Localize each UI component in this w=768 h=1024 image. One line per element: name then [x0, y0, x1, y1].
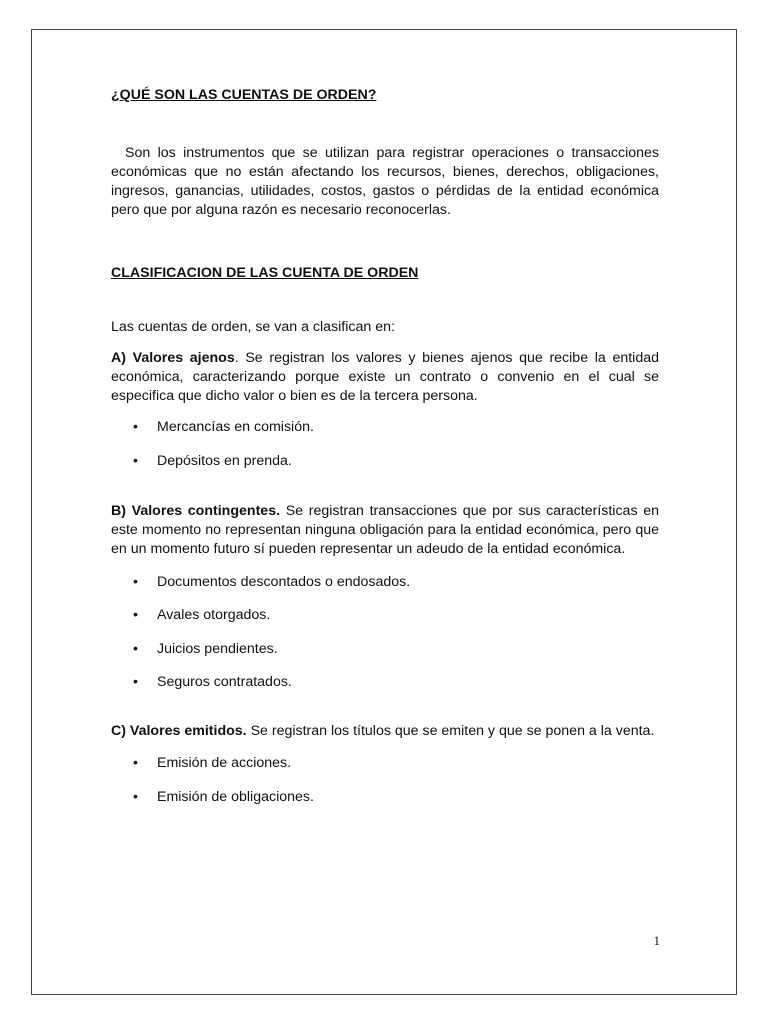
bullet-icon: •: [133, 573, 138, 590]
document-page: [31, 29, 737, 995]
bullet-icon: •: [133, 607, 138, 623]
bullet-icon: •: [133, 755, 138, 771]
list-item-text: Juicios pendientes.: [157, 640, 278, 657]
list-item: [111, 754, 659, 773]
section-c-list: [111, 754, 659, 807]
list-item: [111, 673, 659, 692]
list-item: [111, 452, 659, 471]
list-item: [111, 573, 659, 592]
classification-heading: CLASIFICACION DE LAS CUENTA DE ORDEN: [111, 265, 419, 281]
page-title: ¿QUÉ SON LAS CUENTAS DE ORDEN?: [111, 87, 377, 103]
section-b-text: Se registran transacciones que por sus características en este momento no representan ninguna obligación para la entidad económica, pero que en un momento futuro sí pueden representar un adeudo de la entidad económica.: [111, 502, 659, 557]
intro-paragraph: Son los instrumentos que se utilizan para registrar operaciones o transacciones económicas que no están afectando los recursos, bienes, derechos, obligaciones, ingresos, ganancias, utilidades, costos, gastos o pérdidas de la entidad económica pero que por alguna razón es necesario reconocerlas.: [111, 145, 659, 218]
list-item-text: Depósitos en prenda.: [157, 452, 292, 469]
section-c-paragraph: [111, 722, 659, 741]
section-a-text: . Se registran los valores y bienes ajenos que recibe la entidad económica, caracterizando porque existe un contrato o convenio en el cual se especifica que dicho valor o bien es de la tercera persona.: [111, 350, 660, 404]
list-item: [111, 788, 659, 807]
list-item-text: Emisión de acciones.: [157, 755, 292, 771]
classification-intro: Las cuentas de orden, se van a clasifican en:: [111, 319, 395, 335]
section-c-label: C) Valores emitidos.: [111, 723, 247, 739]
list-item-text: Mercancías en comisión.: [157, 419, 314, 435]
page-number: 1: [653, 933, 660, 948]
list-item: [111, 606, 659, 625]
list-item-text: Seguros contratados.: [157, 674, 292, 690]
bullet-icon: •: [133, 788, 138, 805]
document-content: [111, 86, 659, 821]
list-item-text: Documentos descontados o endosados.: [157, 573, 411, 590]
list-item-text: Avales otorgados.: [157, 607, 271, 623]
bullet-icon: •: [133, 674, 138, 690]
list-item-text: Emisión de obligaciones.: [157, 788, 314, 805]
section-b-list: [111, 573, 659, 693]
bullet-icon: •: [133, 452, 138, 469]
list-item: [111, 640, 659, 659]
list-item: [111, 418, 659, 437]
bullet-icon: •: [133, 640, 138, 657]
section-a-label: A) Valores ajenos: [111, 350, 235, 366]
section-b-paragraph: [111, 502, 659, 559]
section-b-label: B) Valores contingentes.: [111, 502, 281, 519]
section-a-list: [111, 418, 659, 471]
bullet-icon: •: [133, 419, 138, 435]
section-a-paragraph: [111, 349, 659, 406]
section-c-text: Se registran los títulos que se emiten y que se ponen a la venta.: [246, 723, 655, 739]
